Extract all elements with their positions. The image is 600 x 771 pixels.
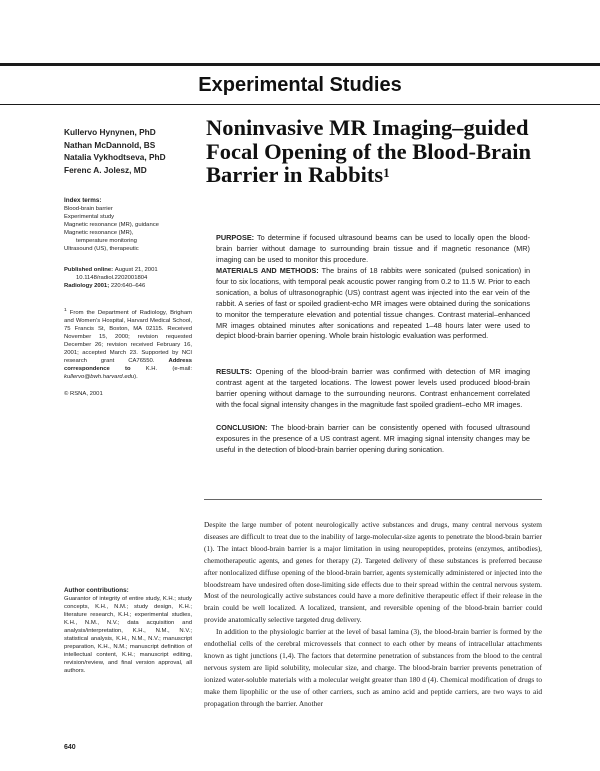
index-term: Magnetic resonance (MR), guidance bbox=[64, 222, 159, 229]
abstract-text: The blood-brain barrier can be consistently opened with focused ultrasound exposures in the presence of a US contrast agent. MR imaging signal intensity changes may be useful in the detection of blood-brain barrier opening during sonication. bbox=[216, 423, 530, 454]
copyright: © RSNA, 2001 bbox=[64, 391, 103, 397]
footnote-text: From the Department of Radiology, Brigham and Women’s Hospital, Harvard Medical School, 75 Francis St, Boston, MA 02115. Received November 15, 2000; revision requested December 26; revision received February 16, 2001; accepted March 23. Supported by NCI research grant CA76550. bbox=[64, 309, 193, 365]
body-paragraph: Despite the large number of potent neurologically active substances and drugs, many central nervous system diseases are difficult to treat due to the inability of large-molecular-size agents to penetrate the blood-brain barrier (1). The intact blood-brain barrier is a major limitation in using neuropeptides, proteins (enzymes, antibodies), chemotherapeutic agents, and genes for therapy (2). Targeted delivery of these substances is preferred because after nonlocalized diffuse opening of the blood-brain barrier, agents systemically administered or injected into the bloodstream have undesired often dose-limiting side effects due to their spread within the central nervous system. Most of the neurologically active substances could have a more definitive therapeutic effect if their release in the brain could be well localized. A localized, transient, and reversible opening of the blood-brain barrier could provide anatomically selective targeted drug delivery. bbox=[204, 520, 542, 625]
article-title bbox=[206, 116, 546, 187]
author-name: Natalia Vykhodtseva, PhD bbox=[64, 152, 166, 162]
journal-pages: 220:640–646 bbox=[110, 283, 146, 290]
correspondence-email[interactable]: kullervo@bwh.harvard.edu bbox=[64, 374, 135, 381]
abstract-conclusion bbox=[216, 423, 530, 456]
author-name: Ferenc A. Jolesz, MD bbox=[64, 164, 147, 175]
author-list bbox=[64, 126, 194, 176]
abstract-label: CONCLUSION: bbox=[216, 423, 268, 432]
affiliation-footnote bbox=[64, 307, 192, 381]
title-footnote-marker: 1 bbox=[383, 165, 390, 180]
abstract-methods bbox=[216, 266, 530, 342]
index-term: Ultrasound (US), therapeutic bbox=[64, 246, 139, 253]
journal-label: Radiology 2001; bbox=[64, 283, 110, 290]
index-term: Blood-brain barrier bbox=[64, 206, 113, 213]
published-online-label: Published online: bbox=[64, 267, 114, 273]
index-terms bbox=[64, 197, 192, 253]
index-term: Magnetic resonance (MR), bbox=[64, 230, 134, 237]
abstract-label: MATERIALS AND METHODS: bbox=[216, 266, 319, 275]
publication-info bbox=[64, 266, 192, 290]
abstract-text: Opening of the blood-brain barrier was confirmed with detection of MR imaging contrast agent at the targeted locations. The lowest power levels used produced blood-brain barrier opening without damage to the surrounding neurons. Contrast enhancement correlated with the focal signal intensity changes in the magnitude fast spoiled gradient–echo MR images. bbox=[216, 367, 530, 409]
abstract-divider bbox=[204, 499, 542, 500]
index-term: temperature monitoring bbox=[76, 238, 137, 245]
page-number: 640 bbox=[64, 744, 76, 751]
author-name: Nathan McDannold, BS bbox=[64, 139, 156, 150]
abstract-results bbox=[216, 367, 530, 411]
doi: 10.1148/radiol.2202001804 bbox=[76, 275, 148, 282]
body-paragraph: In addition to the physiologic barrier at the level of basal lamina (3), the blood-brain barrier is formed by the endothelial cells of the cerebral microvessels that connect to each other by means of intracellular attachments known as tight junctions (1,4). The factors that determine penetration of substances from the blood to the central nervous system are lipid solubility, molecular size, and charge. The blood-brain barrier prevents penetration of ionized water-soluble materials with a molecular weight greater than 180 d (4). Chemical modification of drugs to make them lipophilic or the use of other carriers, such as amino acid and peptide carriers, are two ways to aid propagation through the barrier. Another bbox=[204, 627, 542, 708]
correspondence-label: Address correspondence to bbox=[64, 358, 193, 373]
published-online-date: August 21, 2001 bbox=[114, 267, 158, 273]
correspondence-text: K.H. (e-mail: bbox=[145, 366, 192, 373]
index-terms-heading: Index terms: bbox=[64, 197, 102, 204]
index-term: Experimental study bbox=[64, 214, 115, 221]
abstract-text: To determine if focused ultrasound beams can be used to locally open the blood-brain barrier without damage to surrounding brain tissue and if magnetic resonance (MR) imaging can be used to monitor this procedure. bbox=[216, 233, 530, 264]
correspondence-end: ). bbox=[134, 374, 138, 381]
abstract-label: PURPOSE: bbox=[216, 233, 255, 242]
abstract-label: RESULTS: bbox=[216, 367, 252, 376]
author-contributions bbox=[64, 587, 192, 676]
contributions-text: Guarantor of integrity of entire study, K.H.; study concepts, K.H., N.M.; study design, K.H.; literature research, K.H.; experimental studies, K.H., N.M., N.V.; data acquisition and analysis/interpretation, K.H., N.M., N.V.; statistical analysis, K.H., N.M., N.V.; manuscript preparation, K.H., N.M.; manuscript definition of intellectual content, K.H.; manuscript editing, revision/review, and final version approval, all authors. bbox=[64, 596, 192, 675]
abstract-purpose bbox=[216, 233, 530, 266]
author-name: Kullervo Hynynen, PhD bbox=[64, 127, 156, 137]
article-body bbox=[204, 519, 542, 710]
article-title-text: Noninvasive MR Imaging–guided Focal Opening of the Blood-Brain Barrier in Rabbits bbox=[206, 115, 532, 187]
abstract-text: The brains of 18 rabbits were sonicated (pulsed sonication) in four to six locations, with temporal peak acoustic power ranging from 0.2 to 11.5 W. Prior to each sonication, a bolus of ultrasonographic (US) contrast agent was injected into the ear vein of the rabbit. A series of fast or spoiled gradient-echo MR images were obtained during the sonications to monitor the temperature elevation and potential tissue changes. Contrast material–enhanced MR images obtained minutes after sonications and repeated 1–48 hours later were used to depict blood-brain barrier opening. Whole brain histologic evaluation was performed. bbox=[216, 266, 530, 341]
footnote-marker: 1 bbox=[64, 308, 67, 313]
contributions-heading: Author contributions: bbox=[64, 587, 129, 594]
section-title: Experimental Studies bbox=[0, 63, 600, 105]
